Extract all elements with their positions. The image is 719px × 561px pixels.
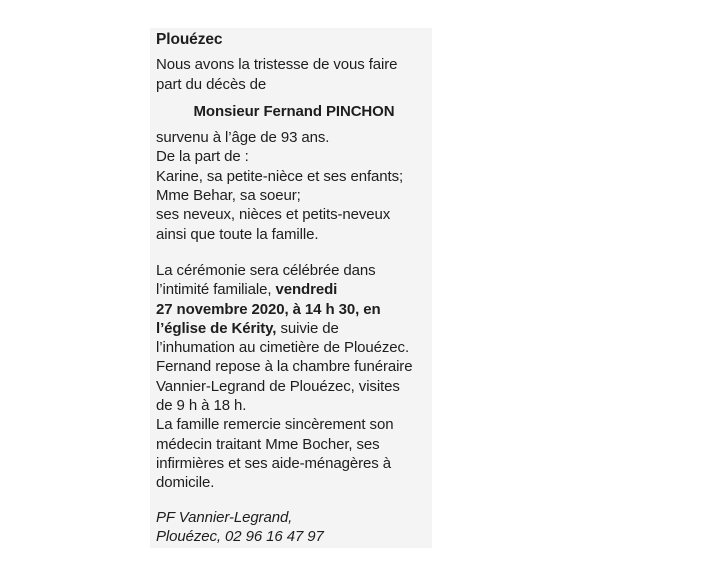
ceremony-date: [156, 300, 432, 319]
details-line: ainsi que toute la famille.: [156, 225, 319, 243]
ceremony-line-5: l’inhumation au cimetière de Plouézec.: [156, 339, 410, 357]
ceremony-line-11: infirmières et ses aide-ménagères à: [156, 454, 391, 472]
ceremony-line-4: [156, 319, 432, 338]
deceased-name: Monsieur Fernand PINCHON: [193, 102, 395, 120]
ceremony-line-2-plain: l’intimité familiale,: [156, 281, 276, 299]
details-line: De la part de :: [156, 148, 249, 166]
ceremony-line-10: médecin traitant Mme Bocher, ses: [156, 435, 380, 453]
signature-line-2: Plouézec, 02 96 16 47 97: [156, 527, 324, 545]
ceremony-paragraph: [156, 261, 432, 493]
notice-text: [156, 28, 432, 546]
ceremony-church: l’église de Kérity,: [156, 319, 277, 337]
funeral-home-signature: [156, 508, 432, 547]
ceremony-day: vendredi: [275, 281, 338, 299]
details-paragraph: [156, 128, 432, 244]
signature-line-1: PF Vannier-Legrand,: [156, 508, 293, 526]
ceremony-date-text: 27 novembre 2020, à 14 h 30, en: [156, 300, 381, 318]
obituary-notice: [150, 28, 432, 548]
details-line: Karine, sa petite-nièce et ses enfants;: [156, 167, 404, 185]
details-line: ses neveux, nièces et petits-neveux: [156, 206, 391, 224]
ceremony-line-8: de 9 h à 18 h.: [156, 397, 247, 415]
intro-line-1: Nous avons la tristesse de vous faire: [156, 56, 398, 74]
ceremony-line-7: Vannier-Legrand de Plouézec, visites: [156, 377, 400, 395]
ceremony-line-1: La cérémonie sera célébrée dans: [156, 261, 376, 279]
town-heading: Plouézec: [156, 31, 223, 48]
ceremony-line-6: Fernand repose à la chambre funéraire: [156, 358, 413, 376]
ceremony-line-12: domicile.: [156, 474, 215, 492]
details-line: Mme Behar, sa soeur;: [156, 187, 301, 205]
intro-line-2: part du décès de: [156, 75, 267, 93]
ceremony-line-9: La famille remercie sincèrement son: [156, 416, 394, 434]
intro-paragraph: [156, 55, 432, 94]
ceremony-line-4-plain: suivie de: [276, 319, 339, 337]
ceremony-line-2: [156, 280, 432, 299]
details-line: survenu à l’âge de 93 ans.: [156, 129, 330, 147]
